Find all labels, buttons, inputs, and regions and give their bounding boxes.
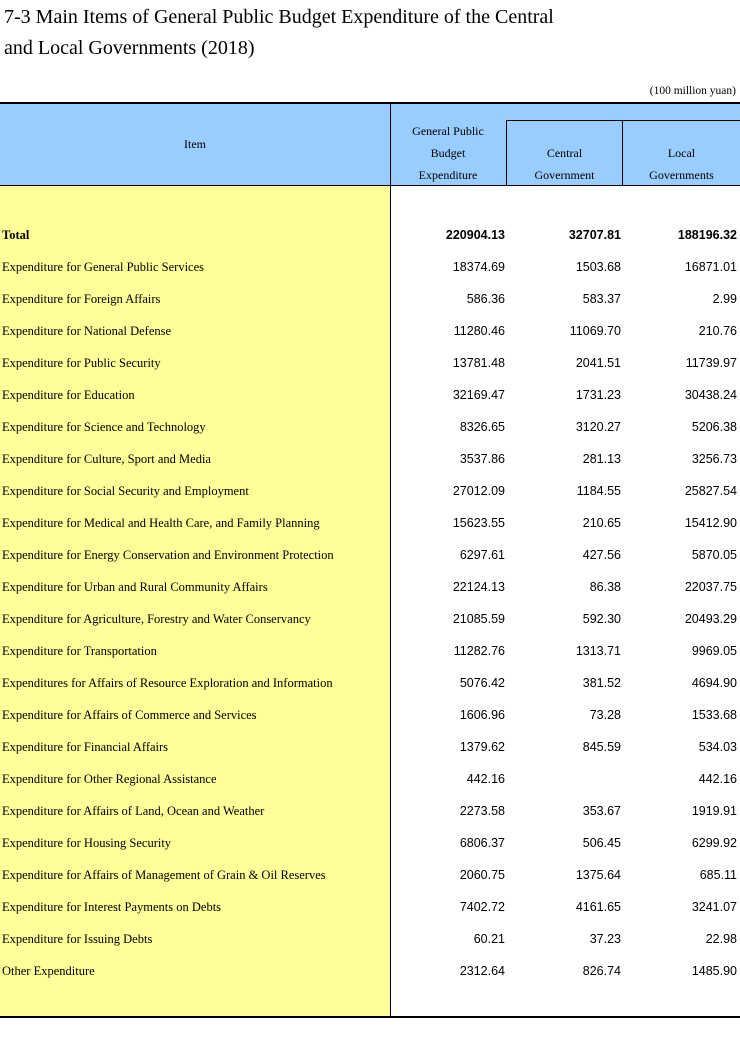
- value-local: 22037.75: [684, 580, 737, 594]
- value-central: 3120.27: [575, 420, 621, 434]
- row-label: Expenditure for Issuing Debts: [2, 932, 153, 946]
- value-central: 32707.81: [568, 228, 621, 242]
- row-label: Expenditure for Transportation: [2, 644, 157, 658]
- value-local: 3241.07: [691, 900, 737, 914]
- title-line-1: 7-3 Main Items of General Public Budget Expenditure of the Central: [4, 6, 554, 28]
- header-gpbe: [390, 120, 506, 186]
- table-row: [0, 251, 740, 283]
- header-gpbe-line-2: Budget: [430, 146, 466, 160]
- header-central-line-2: Government: [534, 168, 595, 182]
- value-total: 60.21: [473, 932, 505, 946]
- value-total: 2312.64: [459, 964, 505, 978]
- value-local: 1533.68: [691, 708, 737, 722]
- value-local: 2.99: [712, 292, 737, 306]
- header-sub-rule: [506, 120, 740, 121]
- table-row: [0, 379, 740, 411]
- value-central: 1184.55: [576, 484, 621, 498]
- value-total: 1606.96: [459, 708, 505, 722]
- table-row: [0, 891, 740, 923]
- header-central: [507, 142, 622, 186]
- row-label: Expenditure for Financial Affairs: [2, 740, 169, 754]
- value-central: 37.23: [589, 932, 621, 946]
- table-row: [0, 923, 740, 955]
- row-label: Expenditure for Affairs of Commerce and Services: [2, 708, 257, 722]
- value-local: 11739.97: [685, 356, 737, 370]
- value-central: 506.45: [582, 836, 621, 850]
- value-total: 6297.61: [459, 548, 505, 562]
- table-bottom-rule: [0, 1016, 740, 1018]
- row-label: Expenditure for Housing Security: [2, 836, 172, 850]
- value-total: 32169.47: [452, 388, 505, 402]
- value-local: 20493.29: [684, 612, 737, 626]
- header-local-line-2: Governments: [649, 168, 714, 182]
- row-label: Expenditure for Other Regional Assistance: [2, 772, 217, 786]
- value-total: 442.16: [466, 772, 505, 786]
- table-row: [0, 539, 740, 571]
- row-label: Expenditure for Energy Conservation and Environment Protection: [2, 548, 334, 562]
- table-row: [0, 571, 740, 603]
- value-total: 27012.09: [452, 484, 505, 498]
- value-local: 25827.54: [684, 484, 737, 498]
- table-row: [0, 955, 740, 987]
- value-central: 592.30: [582, 612, 621, 626]
- value-total: 15623.55: [452, 516, 505, 530]
- value-local: 30438.24: [684, 388, 737, 402]
- table-row: [0, 795, 740, 827]
- row-label: Expenditure for Affairs of Land, Ocean and Weather: [2, 804, 265, 818]
- table-row: [0, 507, 740, 539]
- value-local: 188196.32: [677, 228, 737, 242]
- value-central: 281.13: [582, 452, 621, 466]
- value-total: 2060.75: [459, 868, 505, 882]
- value-local: 442.16: [698, 772, 737, 786]
- row-label: Expenditures for Affairs of Resource Exploration and Information: [2, 676, 333, 690]
- value-local: 1919.91: [691, 804, 737, 818]
- row-label: Expenditure for National Defense: [2, 324, 172, 338]
- value-central: 73.28: [589, 708, 621, 722]
- value-total: 8326.65: [459, 420, 505, 434]
- value-local: 4694.90: [691, 676, 737, 690]
- value-central: 381.52: [582, 676, 621, 690]
- value-central: 1731.23: [575, 388, 621, 402]
- header-gpbe-line-3: Expenditure: [418, 168, 478, 182]
- value-total: 21085.59: [452, 612, 505, 626]
- table-row: [0, 603, 740, 635]
- value-local: 16871.01: [684, 260, 737, 274]
- row-label: Expenditure for Medical and Health Care, and Family Planning: [2, 516, 320, 530]
- row-label: Expenditure for Science and Technology: [2, 420, 206, 434]
- value-local: 210.76: [698, 324, 737, 338]
- value-local: 5870.05: [691, 548, 737, 562]
- row-label: Expenditure for General Public Services: [2, 260, 205, 274]
- table-row: [0, 731, 740, 763]
- unit-label: (100 million yuan): [649, 85, 736, 97]
- table-row: [0, 475, 740, 507]
- table-row: [0, 347, 740, 379]
- title-line-2: and Local Governments (2018): [4, 37, 255, 59]
- table-row: [0, 443, 740, 475]
- value-central: 210.65: [582, 516, 621, 530]
- value-local: 534.03: [698, 740, 737, 754]
- row-label: Expenditure for Culture, Sport and Media: [2, 452, 211, 466]
- value-local: 15412.90: [684, 516, 737, 530]
- row-label: Expenditure for Education: [2, 388, 135, 402]
- table-row: [0, 859, 740, 891]
- table-title: [4, 2, 554, 64]
- table-row: [0, 283, 740, 315]
- value-total: 18374.69: [452, 260, 505, 274]
- table-row: [0, 667, 740, 699]
- value-total: 11280.46: [453, 324, 505, 338]
- value-total: 220904.13: [445, 228, 505, 242]
- value-total: 7402.72: [459, 900, 505, 914]
- header-item: Item: [184, 137, 206, 151]
- header-central-line-1: Central: [546, 146, 583, 160]
- value-local: 1485.90: [691, 964, 737, 978]
- value-central: 2041.51: [575, 356, 621, 370]
- table-row: [0, 315, 740, 347]
- header-gpbe-line-1: General Public: [412, 124, 484, 138]
- value-local: 685.11: [699, 868, 737, 882]
- value-central: 1375.64: [575, 868, 621, 882]
- row-label: Expenditure for Public Security: [2, 356, 161, 370]
- value-total: 586.36: [466, 292, 505, 306]
- row-label: Total: [2, 228, 30, 242]
- value-local: 9969.05: [691, 644, 737, 658]
- value-total: 1379.62: [459, 740, 505, 754]
- row-label: Expenditure for Agriculture, Forestry and Water Conservancy: [2, 612, 311, 626]
- table-row-total: [0, 219, 740, 251]
- value-central: 826.74: [582, 964, 621, 978]
- table-row: [0, 763, 740, 795]
- value-total: 22124.13: [452, 580, 505, 594]
- value-central: 1503.68: [575, 260, 621, 274]
- table-row: [0, 699, 740, 731]
- table-row: [0, 411, 740, 443]
- header-local: [623, 142, 740, 186]
- value-local: 3256.73: [691, 452, 737, 466]
- value-central: 86.38: [589, 580, 621, 594]
- value-total: 3537.86: [459, 452, 505, 466]
- value-local: 6299.92: [691, 836, 737, 850]
- row-label: Other Expenditure: [2, 964, 95, 978]
- row-label: Expenditure for Interest Payments on Debts: [2, 900, 222, 914]
- expenditure-table: [0, 102, 740, 1018]
- value-local: 22.98: [705, 932, 737, 946]
- value-total: 13781.48: [452, 356, 505, 370]
- value-central: 4161.65: [575, 900, 621, 914]
- value-local: 5206.38: [691, 420, 737, 434]
- value-central: 845.59: [582, 740, 621, 754]
- value-total: 5076.42: [459, 676, 505, 690]
- row-label: Expenditure for Urban and Rural Community Affairs: [2, 580, 268, 594]
- value-central: 583.37: [582, 292, 621, 306]
- value-central: 11069.70: [569, 324, 621, 338]
- header-local-line-1: Local: [667, 146, 696, 160]
- row-label: Expenditure for Social Security and Employment: [2, 484, 249, 498]
- row-label: Expenditure for Foreign Affairs: [2, 292, 161, 306]
- value-central: 1313.71: [575, 644, 621, 658]
- value-central: 353.67: [582, 804, 621, 818]
- table-row: [0, 635, 740, 667]
- table-row: [0, 827, 740, 859]
- value-total: 2273.58: [459, 804, 505, 818]
- value-total: 11282.76: [453, 644, 505, 658]
- value-total: 6806.37: [459, 836, 505, 850]
- row-label: Expenditure for Affairs of Management of Grain & Oil Reserves: [2, 868, 326, 882]
- value-central: 427.56: [582, 548, 621, 562]
